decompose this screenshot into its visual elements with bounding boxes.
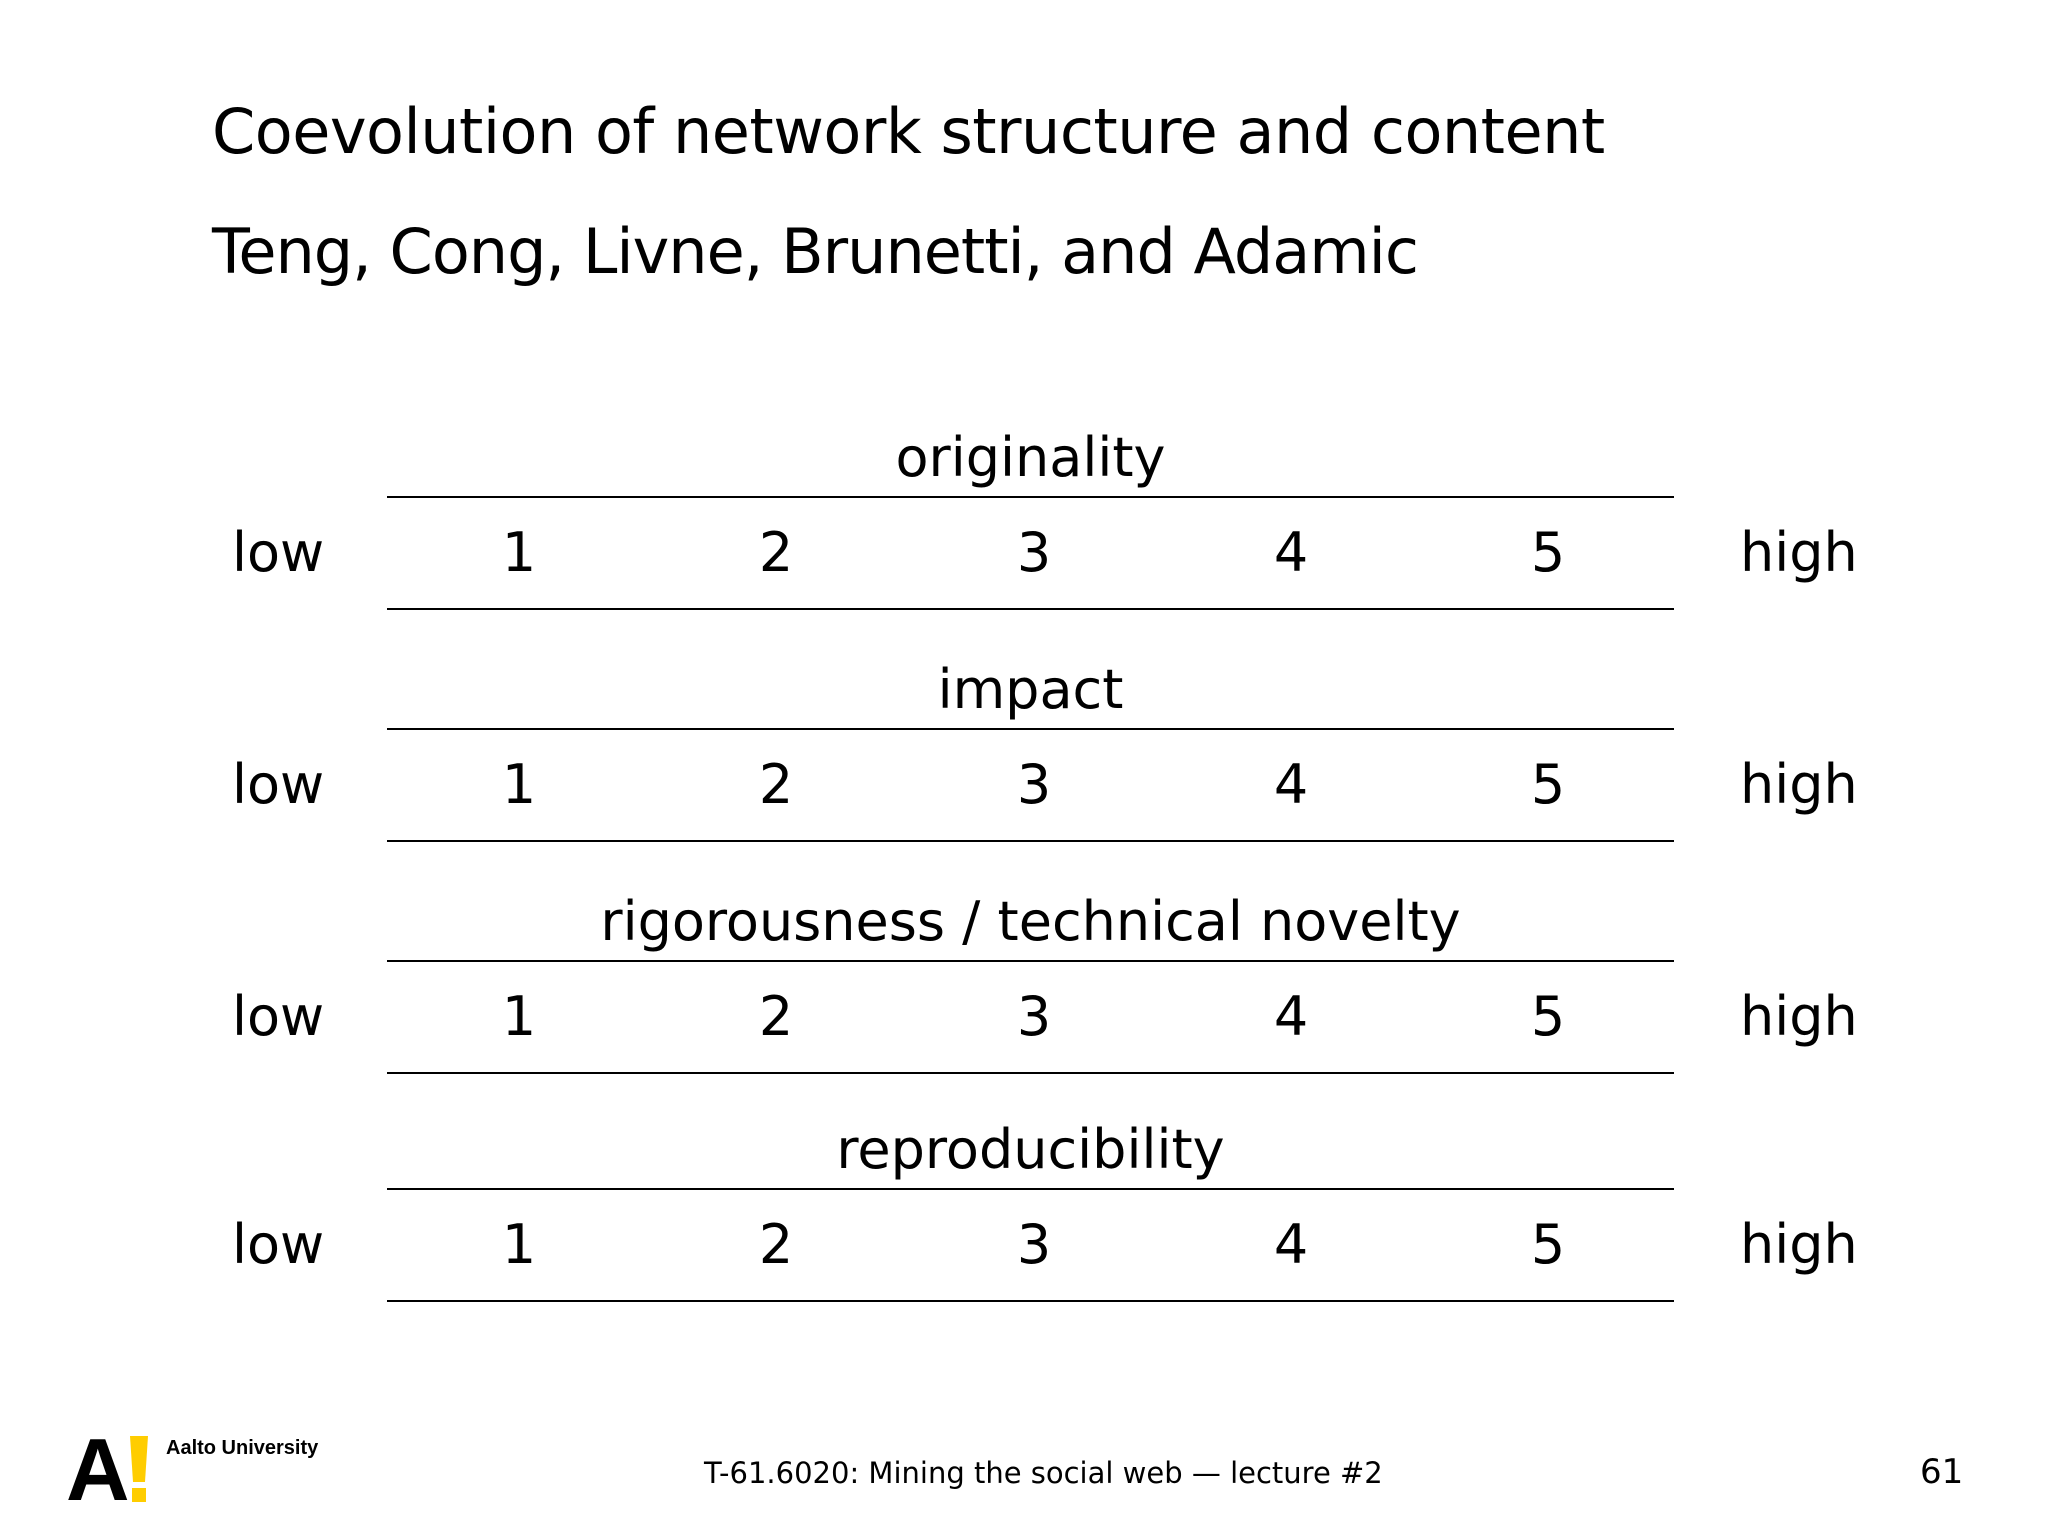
scale-top-rule — [387, 496, 1674, 498]
page-number: 61 — [1920, 1452, 1964, 1492]
scale-high-label: high — [1740, 985, 1858, 1048]
scale-value-4: 4 — [1273, 1213, 1309, 1276]
university-name: Aalto University — [166, 1437, 319, 1459]
scale-value-1: 1 — [501, 985, 537, 1048]
scale-value-3: 3 — [1016, 1213, 1052, 1276]
aalto-logo-exclamation-dot — [132, 1488, 146, 1502]
slide-authors: Teng, Cong, Livne, Brunetti, and Adamic — [212, 215, 1418, 288]
aalto-logo-a: A — [66, 1434, 130, 1504]
scale-label: reproducibility — [836, 1118, 1225, 1181]
aalto-logo-exclamation-bar — [130, 1436, 148, 1482]
scale-value-3: 3 — [1016, 753, 1052, 816]
scale-value-5: 5 — [1530, 521, 1566, 584]
scale-label: impact — [937, 658, 1124, 721]
scale-bottom-rule — [387, 1300, 1674, 1302]
scale-value-3: 3 — [1016, 521, 1052, 584]
scale-label: originality — [895, 426, 1166, 489]
scale-top-rule — [387, 1188, 1674, 1190]
rating-scale-rigorousness — [0, 890, 2048, 1120]
scale-value-2: 2 — [758, 985, 794, 1048]
scale-low-label: low — [232, 753, 325, 816]
slide-title: Coevolution of network structure and content — [212, 95, 1605, 168]
rating-scale-impact — [0, 658, 2048, 888]
scale-low-label: low — [232, 1213, 325, 1276]
scale-value-2: 2 — [758, 1213, 794, 1276]
scale-value-5: 5 — [1530, 985, 1566, 1048]
scale-low-label: low — [232, 985, 325, 1048]
course-title: T-61.6020: Mining the social web — lecture #2 — [704, 1456, 1383, 1490]
scale-high-label: high — [1740, 521, 1858, 584]
scale-value-1: 1 — [501, 521, 537, 584]
aalto-logo — [66, 1434, 150, 1504]
scale-low-label: low — [232, 521, 325, 584]
scale-high-label: high — [1740, 753, 1858, 816]
scale-value-1: 1 — [501, 1213, 537, 1276]
rating-scale-originality — [0, 426, 2048, 656]
scale-bottom-rule — [387, 840, 1674, 842]
rating-scale-reproducibility — [0, 1118, 2048, 1348]
scale-top-rule — [387, 728, 1674, 730]
scale-value-1: 1 — [501, 753, 537, 816]
scale-value-5: 5 — [1530, 753, 1566, 816]
scale-bottom-rule — [387, 608, 1674, 610]
scale-bottom-rule — [387, 1072, 1674, 1074]
scale-value-4: 4 — [1273, 985, 1309, 1048]
scale-value-4: 4 — [1273, 753, 1309, 816]
scale-value-2: 2 — [758, 521, 794, 584]
scale-top-rule — [387, 960, 1674, 962]
scale-label: rigorousness / technical novelty — [600, 890, 1461, 953]
scale-high-label: high — [1740, 1213, 1858, 1276]
scale-value-5: 5 — [1530, 1213, 1566, 1276]
scale-value-3: 3 — [1016, 985, 1052, 1048]
scale-value-2: 2 — [758, 753, 794, 816]
scale-value-4: 4 — [1273, 521, 1309, 584]
